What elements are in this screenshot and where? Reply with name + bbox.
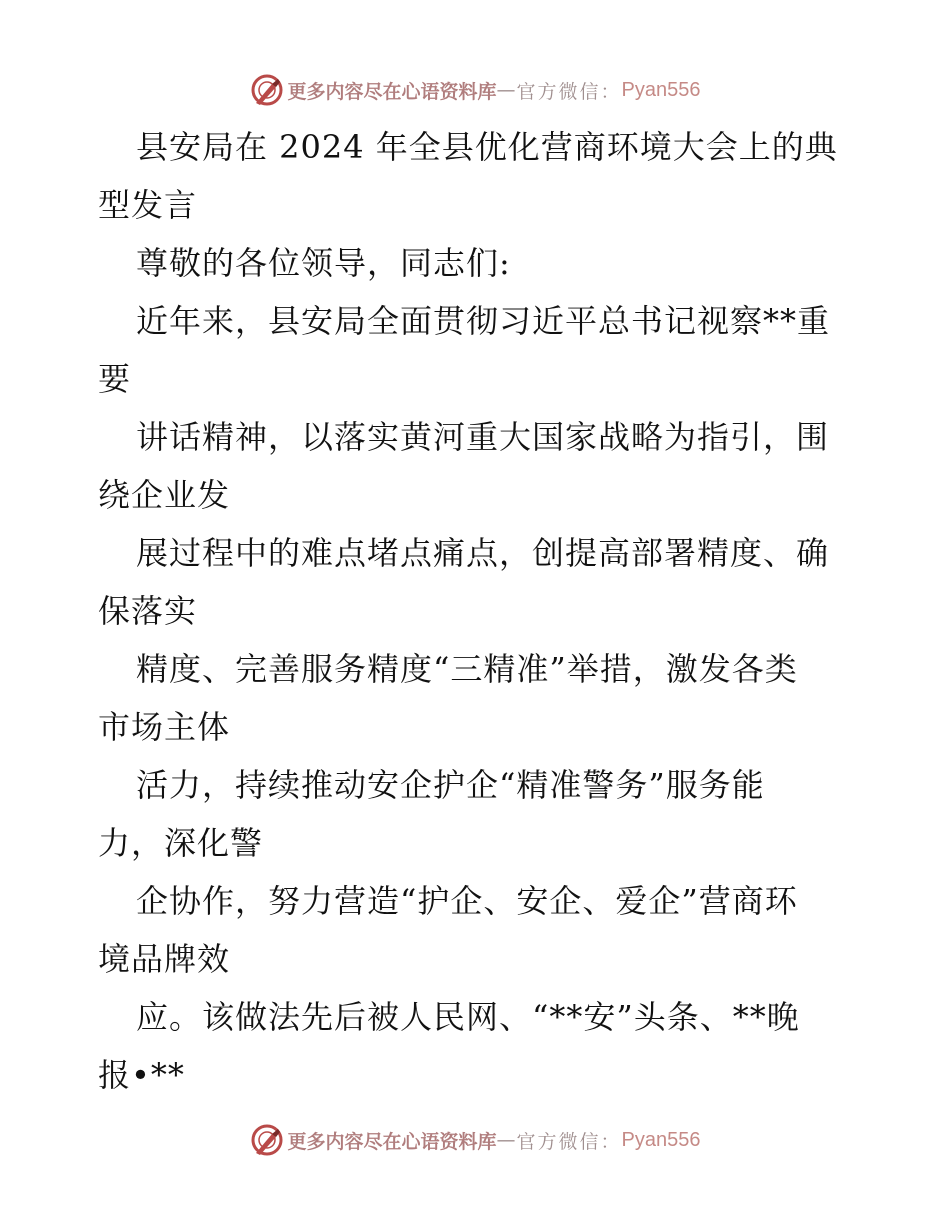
paragraph-first-line: 精度、完善服务精度“三精准”举措，激发各类: [136, 650, 798, 688]
paragraph-continuation: 要: [98, 360, 132, 398]
paragraph: [98, 524, 850, 640]
banner-separator: —: [496, 1129, 517, 1151]
paragraph-first-line: 企协作，努力营造“护企、安企、爱企”营商环: [136, 882, 798, 920]
paragraph-first-line: 县安局在 2024 年全县优化营商环境大会上的典: [136, 128, 838, 166]
paragraph: [98, 292, 850, 408]
header-watermark-banner: [0, 70, 950, 110]
paragraph-continuation: 绕企业发: [98, 476, 231, 514]
paragraph-first-line: 展过程中的难点堵点痛点，创提高部署精度、确: [136, 534, 830, 572]
banner-text: 更多内容尽在心语资料库: [287, 1130, 497, 1153]
paragraph: [98, 640, 850, 756]
paragraph: [98, 234, 850, 292]
paragraph-continuation: 保落实: [98, 592, 198, 630]
paragraph-continuation: 境品牌效: [98, 940, 231, 978]
footer-watermark-banner: [0, 1120, 950, 1160]
paragraph: [98, 756, 850, 872]
paragraph-continuation: 市场主体: [98, 708, 231, 746]
paragraph-first-line: 活力，持续推动安企护企“精准警务”服务能: [136, 766, 765, 804]
paragraph-first-line: 讲话精神，以落实黄河重大国家战略为指引，围: [136, 418, 830, 456]
banner-text: 更多内容尽在心语资料库: [287, 80, 497, 103]
paragraph: [98, 408, 850, 524]
paragraph-first-line: 应。该做法先后被人民网、“**安”头条、**晚: [136, 998, 800, 1036]
paragraph: [98, 872, 850, 988]
banner-wechat-id: Pyan556: [621, 78, 701, 101]
banner-wechat-id: Pyan556: [621, 1128, 701, 1151]
pen-logo-icon: [250, 73, 284, 107]
paragraph: [98, 988, 850, 1104]
paragraph-first-line: 近年来，县安局全面贯彻习近平总书记视察**重: [136, 302, 831, 340]
banner-wechat-label: 官方微信：: [516, 1130, 622, 1153]
paragraph-first-line: 尊敬的各位领导，同志们:: [136, 244, 511, 282]
banner-separator: —: [496, 79, 517, 101]
pen-logo-icon: [250, 1123, 284, 1157]
paragraph-continuation: 力，深化警: [98, 824, 264, 862]
paragraph-continuation: 报•**: [98, 1056, 185, 1094]
paragraph: [98, 118, 850, 234]
paragraph-continuation: 型发言: [98, 186, 198, 224]
document-body: [98, 118, 850, 1104]
banner-wechat-label: 官方微信：: [516, 80, 622, 103]
